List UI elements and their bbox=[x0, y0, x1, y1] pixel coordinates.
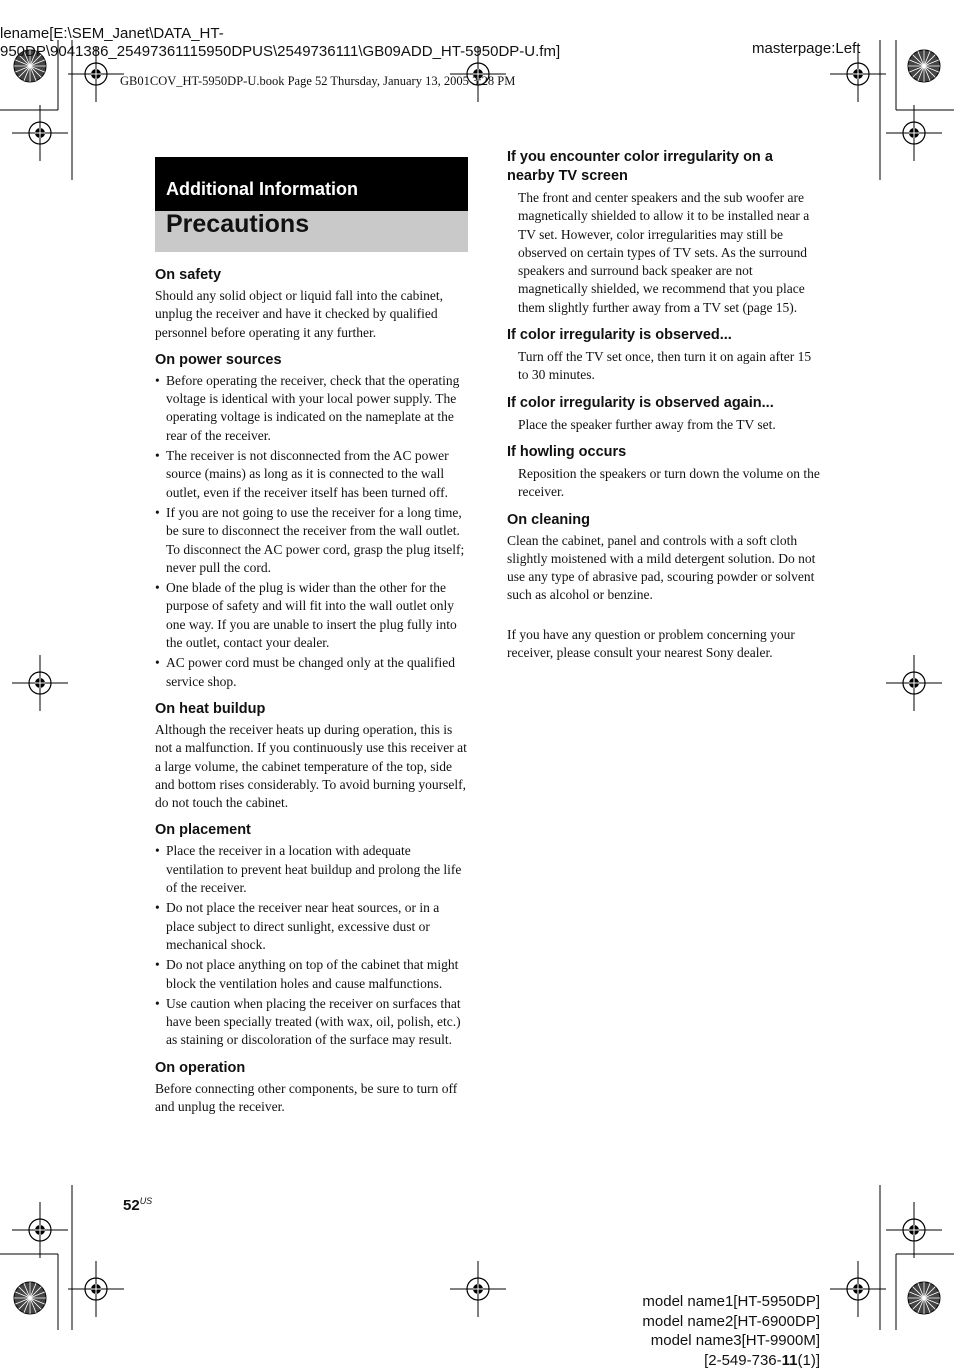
page-number bbox=[123, 1196, 152, 1214]
list-item: • Do not place anything on top of the cabinet that might block the ventilation holes and cause malfunctions. bbox=[155, 956, 468, 993]
list-item: • One blade of the plug is wider than the other for the purpose of safety and will fit into the wall outlet only one way. If you are unable to insert the plug fully into the outlet, contact your dealer. bbox=[155, 579, 468, 652]
file-path-line2: 950DP\9041386_25497361115950DPUS\2549736111\GB09ADD_HT-5950DP-U.fm] bbox=[0, 43, 560, 61]
part-number-bold: 11 bbox=[782, 1352, 798, 1369]
list-item: • The receiver is not disconnected from the AC power source (mains) as long as it is connected to the wall outlet, even if the receiver itself has been turned off. bbox=[155, 447, 468, 502]
file-path bbox=[0, 25, 560, 61]
operation-text: Before connecting other components, be sure to turn off and unplug the receiver. bbox=[155, 1080, 468, 1117]
list-item: • Place the receiver in a location with adequate ventilation to prevent heat buildup and prolong the life of the receiver. bbox=[155, 842, 468, 897]
book-info-line: GB01COV_HT-5950DP-U.book Page 52 Thursday, January 13, 2005 3:28 PM bbox=[120, 74, 515, 89]
crosshair-icon bbox=[12, 1202, 68, 1258]
observed-again-text: Place the speaker further away from the TV set. bbox=[507, 416, 820, 434]
right-column bbox=[507, 148, 820, 662]
crosshair-icon bbox=[886, 1202, 942, 1258]
list-item: • AC power cord must be changed only at the qualified service shop. bbox=[155, 654, 468, 691]
star-target-top-right bbox=[908, 50, 940, 82]
part-number-suffix: (1)] bbox=[798, 1352, 821, 1369]
safety-text: Should any solid object or liquid fall into the cabinet, unplug the receiver and have it checked by qualified personnel before operating it any further. bbox=[155, 287, 468, 342]
crosshair-icon bbox=[886, 655, 942, 711]
list-item: • Use caution when placing the receiver on surfaces that have been specially treated (with wax, oil, polish, etc.) as staining or discoloration of the surface may result. bbox=[155, 995, 468, 1050]
section-title: Additional Information bbox=[166, 179, 358, 199]
heading-howling: If howling occurs bbox=[507, 443, 820, 462]
heading-color-irregularity: If you encounter color irregularity on a nearby TV screen bbox=[507, 148, 820, 186]
section-banner bbox=[155, 157, 468, 211]
heading-observed-again: If color irregularity is observed again... bbox=[507, 394, 820, 413]
crosshair-icon bbox=[12, 655, 68, 711]
star-target-bottom-right bbox=[908, 1282, 940, 1314]
file-path-line1: lename[E:\SEM_Janet\DATA_HT- bbox=[0, 25, 560, 43]
page-title-banner bbox=[155, 211, 468, 252]
left-column bbox=[155, 157, 468, 1116]
heading-power: On power sources bbox=[155, 351, 468, 369]
part-number bbox=[642, 1351, 820, 1370]
list-item: • If you are not going to use the receiver for a long time, be sure to disconnect the receiver from the wall outlet. To disconnect the AC power cord, grasp the plug itself; never pull the cord. bbox=[155, 504, 468, 577]
heading-cleaning: On cleaning bbox=[507, 511, 820, 529]
list-item: • Before operating the receiver, check that the operating voltage is identical with your local power supply. The operating voltage is indicated on the nameplate at the rear of the receiver. bbox=[155, 372, 468, 445]
color-irregularity-text: The front and center speakers and the sub woofer are magnetically shielded to allow it to be installed near a TV set. However, color irregularities may still be observed on certain types of TV sets. As the surround speakers and surround back speaker are not magnetically shielded, we recommend that you place them slightly further away from a TV set (page 15). bbox=[507, 189, 820, 317]
heading-placement: On placement bbox=[155, 821, 468, 839]
model-info bbox=[642, 1292, 820, 1370]
masterpage-label: masterpage:Left bbox=[752, 40, 860, 57]
crosshair-icon bbox=[886, 105, 942, 161]
closing-note: If you have any question or problem concerning your receiver, please consult your nearest Sony dealer. bbox=[507, 626, 820, 663]
crosshair-icon bbox=[12, 105, 68, 161]
heading-operation: On operation bbox=[155, 1059, 468, 1077]
placement-list bbox=[155, 842, 468, 1049]
page-number-value: 52 bbox=[123, 1197, 140, 1214]
star-target-bottom-left bbox=[14, 1282, 46, 1314]
model-name-3: model name3[HT-9900M] bbox=[642, 1331, 820, 1351]
part-number-prefix: [2-549-736- bbox=[704, 1352, 782, 1369]
list-item: • Do not place the receiver near heat sources, or in a place subject to direct sunlight, excessive dust or mechanical shock. bbox=[155, 899, 468, 954]
page-title: Precautions bbox=[166, 210, 309, 238]
model-name-1: model name1[HT-5950DP] bbox=[642, 1292, 820, 1312]
heat-text: Although the receiver heats up during operation, this is not a malfunction. If you continuously use this receiver at a large volume, the cabinet temperature of the top, side and bottom rises considerably. To avoid burning yourself, do not touch the cabinet. bbox=[155, 721, 468, 812]
cleaning-text: Clean the cabinet, panel and controls with a soft cloth slightly moistened with a mild detergent solution. Do not use any type of abrasive pad, scouring powder or solvent such as alcohol or benzine. bbox=[507, 532, 820, 605]
model-name-2: model name2[HT-6900DP] bbox=[642, 1312, 820, 1332]
heading-observed: If color irregularity is observed... bbox=[507, 326, 820, 345]
crosshair-icon bbox=[68, 1261, 124, 1317]
observed-text: Turn off the TV set once, then turn it on again after 15 to 30 minutes. bbox=[507, 348, 820, 385]
howling-text: Reposition the speakers or turn down the volume on the receiver. bbox=[507, 465, 820, 502]
heading-safety: On safety bbox=[155, 266, 468, 284]
crosshair-icon bbox=[450, 1261, 506, 1317]
crosshair-icon bbox=[830, 1261, 886, 1317]
power-list bbox=[155, 372, 468, 691]
page-number-suffix: US bbox=[140, 1196, 153, 1206]
heading-heat: On heat buildup bbox=[155, 700, 468, 718]
